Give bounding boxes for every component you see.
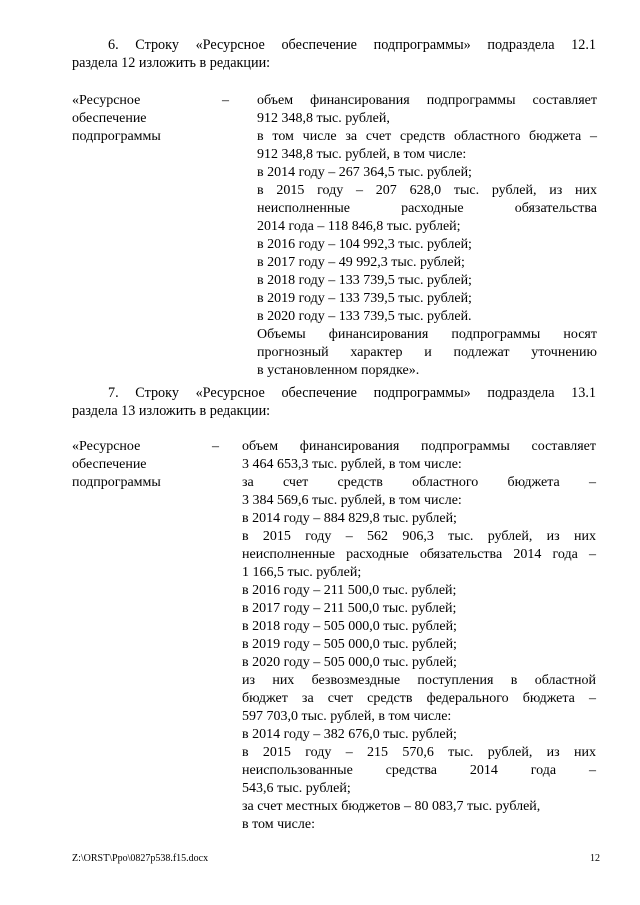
- content-line: в 2020 году – 133 739,5 тыс. рублей.: [257, 309, 472, 324]
- content-line: за счет местных бюджетов – 80 083,7 тыс. рублей,: [242, 799, 541, 814]
- content-line: объем финансирования подпрограммы составляет: [242, 439, 596, 454]
- content-line: неисполненные расходные обязательства: [257, 201, 597, 216]
- section-7-dash: –: [212, 439, 219, 454]
- content-line: бюджет за счет средств федерального бюджета –: [242, 691, 596, 706]
- section-6-intro: [72, 36, 596, 72]
- section-6-label-line: подпрограммы: [72, 129, 161, 144]
- section-6-intro-line-1: 6. Строку «Ресурсное обеспечение подпрограммы» подраздела 12.1: [108, 37, 596, 53]
- page-number: 12: [590, 853, 600, 864]
- section-7-label-line: обеспечение: [72, 457, 147, 472]
- footer-file-path: Z:\ORST\Ppo\0827p538.f15.docx: [72, 853, 209, 864]
- section-7-content: [242, 438, 596, 834]
- section-7-label-line: подпрограммы: [72, 475, 161, 490]
- section-6-label-line: «Ресурсное: [72, 93, 141, 108]
- section-6-label-line: обеспечение: [72, 111, 147, 126]
- content-line: 543,6 тыс. рублей;: [242, 781, 351, 796]
- section-7-intro-line-1: 7. Строку «Ресурсное обеспечение подпрограммы» подраздела 13.1: [108, 385, 596, 401]
- content-line: 1 166,5 тыс. рублей;: [242, 565, 362, 580]
- content-line: в 2020 году – 505 000,0 тыс. рублей;: [242, 655, 457, 670]
- content-line: 2014 года – 118 846,8 тыс. рублей;: [257, 219, 461, 234]
- content-line: в 2014 году – 884 829,8 тыс. рублей;: [242, 511, 457, 526]
- content-line: в 2015 году – 562 906,3 тыс. рублей, из них: [242, 529, 596, 544]
- content-line: 3 464 653,3 тыс. рублей, в том числе:: [242, 457, 462, 472]
- section-7-label: [72, 438, 182, 492]
- content-line: Объемы финансирования подпрограммы носят: [257, 327, 597, 342]
- content-line: в 2019 году – 133 739,5 тыс. рублей;: [257, 291, 472, 306]
- section-6-label: [72, 92, 182, 146]
- content-line: в 2014 году – 382 676,0 тыс. рублей;: [242, 727, 457, 742]
- content-line: в том числе за счет средств областного бюджета –: [257, 129, 597, 144]
- section-6-intro-line-2: раздела 12 изложить в редакции:: [72, 55, 271, 71]
- content-line: за счет средств областного бюджета –: [242, 475, 596, 490]
- content-line: 3 384 569,6 тыс. рублей, в том числе:: [242, 493, 462, 508]
- content-line: в 2018 году – 505 000,0 тыс. рублей;: [242, 619, 457, 634]
- content-line: из них безвозмездные поступления в областной: [242, 673, 596, 688]
- content-line: 912 348,8 тыс. рублей,: [257, 111, 390, 126]
- section-6-content: [257, 92, 597, 380]
- content-line: объем финансирования подпрограммы составляет: [257, 93, 597, 108]
- content-line: в 2019 году – 505 000,0 тыс. рублей;: [242, 637, 457, 652]
- section-7-label-line: «Ресурсное: [72, 439, 141, 454]
- content-line: в 2017 году – 211 500,0 тыс. рублей;: [242, 601, 457, 616]
- section-6-dash: –: [222, 93, 229, 108]
- content-line: неисполненные расходные обязательства 2014 года –: [242, 547, 596, 562]
- content-line: в том числе:: [242, 817, 315, 832]
- content-line: в 2016 году – 211 500,0 тыс. рублей;: [242, 583, 457, 598]
- content-line: 597 703,0 тыс. рублей, в том числе:: [242, 709, 452, 724]
- content-line: прогнозный характер и подлежат уточнению: [257, 345, 597, 360]
- content-line: в 2016 году – 104 992,3 тыс. рублей;: [257, 237, 472, 252]
- content-line: в 2014 году – 267 364,5 тыс. рублей;: [257, 165, 472, 180]
- content-line: в 2018 году – 133 739,5 тыс. рублей;: [257, 273, 472, 288]
- content-line: 912 348,8 тыс. рублей, в том числе:: [257, 147, 467, 162]
- section-7-intro: [72, 384, 596, 420]
- content-line: в 2015 году – 215 570,6 тыс. рублей, из них: [242, 745, 596, 760]
- section-7-intro-line-2: раздела 13 изложить в редакции:: [72, 403, 271, 419]
- content-line: в 2015 году – 207 628,0 тыс. рублей, из них: [257, 183, 597, 198]
- content-line: в установленном порядке».: [257, 363, 420, 378]
- content-line: в 2017 году – 49 992,3 тыс. рублей;: [257, 255, 465, 270]
- content-line: неиспользованные средства 2014 года –: [242, 763, 596, 778]
